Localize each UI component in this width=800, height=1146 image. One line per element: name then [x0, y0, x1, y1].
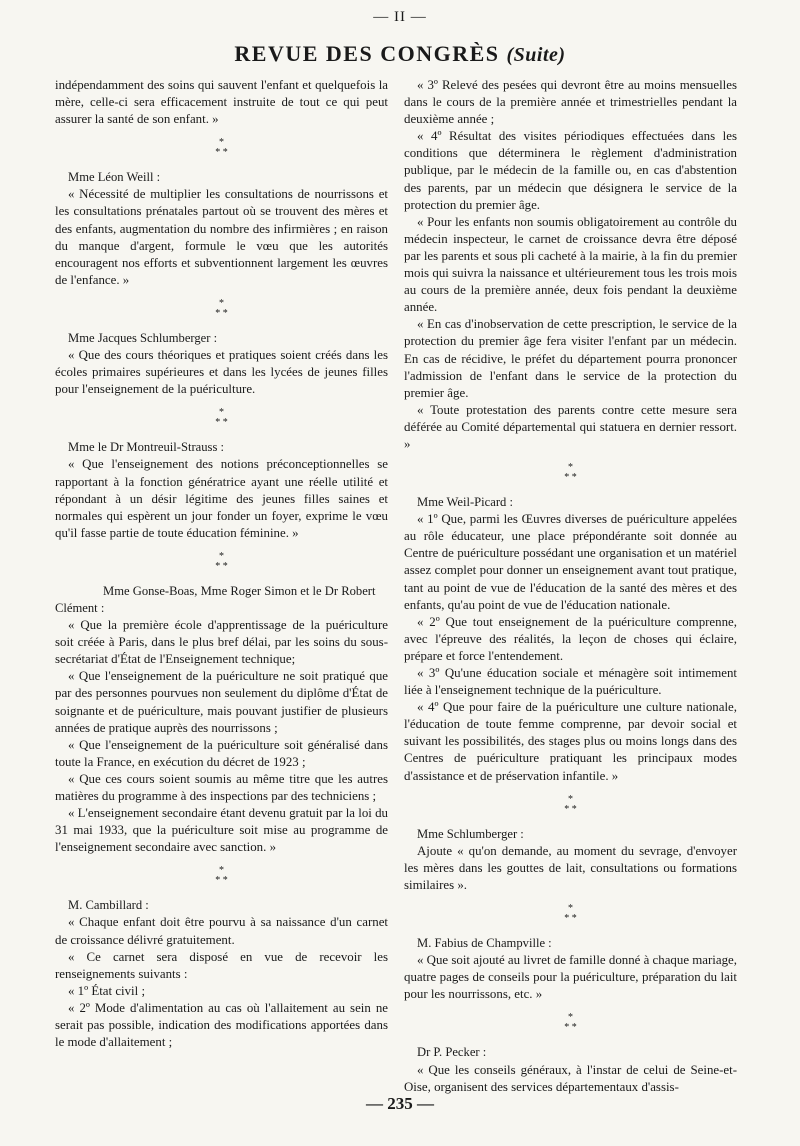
speaker-heading: Mme Léon Weill :	[68, 170, 161, 185]
bottom-page-number: — 235 —	[366, 1094, 434, 1113]
section-divider-stars: * * *	[564, 903, 577, 925]
paragraph: « L'enseignement secondaire étant devenu gratuit par la loi du 31 mai 1933, que la puériculture soit mise au programme de l'enseignement secondaire avec sanction. »	[55, 806, 388, 855]
paragraph: « Que des cours théoriques et pratiques soient créés dans les écoles primaires supérieures et dans les lycées de jeunes filles pour l'enseignement de la puériculture.	[55, 348, 388, 397]
paragraph: « 2º Mode d'alimentation au cas où l'allaitement au sein ne serait pas possible, indication des modifications apportées dans le mode d'allaitement ;	[55, 1000, 388, 1050]
title-suffix: (Suite)	[506, 44, 566, 66]
paragraph: « Que ces cours soient soumis au même titre que les autres matières du programme à des inspections par des techniciens ;	[55, 771, 388, 803]
paragraph: « Que l'enseignement de la puériculture ne soit pratiqué que par des personnes pourvues non seulement du diplôme d'État de soignante et de puériculture, mais pouvant justifier de plusieurs années de pratique auprès des nourrissons ;	[55, 669, 388, 735]
paragraph: « 3º Relevé des pesées qui devront être au moins mensuelles dans le cours de la première année et trimestrielles pendant la deuxième année ;	[404, 78, 737, 127]
section-divider-stars: * * *	[215, 865, 228, 887]
right-column	[404, 77, 737, 1096]
paragraph: « 4º Que pour faire de la puériculture une culture nationale, l'éducation de toute femme comprenne, par devoir social et suivant les possibilités, des stages plus ou moins longs dans des Centres de puériculture pratiquant les principaux modes d'assistance et de préservation infantile. »	[404, 700, 737, 783]
speaker-heading: Mme Jacques Schlumberger :	[68, 330, 218, 345]
paragraph: « 1º État civil ;	[68, 983, 146, 998]
speaker-heading: Dr P. Pecker :	[417, 1045, 487, 1060]
paragraph: « 4º Résultat des visites périodiques effectuées dans les conditions que déterminera le règlement d'administration publique, par le médecin de la famille ou, en cas d'abstention des parents, par un médecin que désignera le service de la protection du premier âge.	[404, 129, 737, 212]
paragraph: « 2º Que tout enseignement de la puériculture comprenne, avec l'épreuve des réalités, la leçon de choses qui éclaire, prépare et force l'entendement.	[404, 614, 737, 663]
paragraph: « Que la première école d'apprentissage de la puériculture soit créée à Paris, dans le plus bref délai, par les soins du sous-secrétariat d'État de l'Enseignement technique;	[55, 618, 388, 667]
paragraph: « Que l'enseignement des notions préconceptionnelles se rapportant à la fonction génératrice ayant une réelle utilité et répondant à un désir légitime des jeunes filles saines et normales qui espèrent un jour fonder un foyer, exprime le vœu qu'il fasse partie de toute éducation féminine. »	[55, 457, 388, 540]
section-divider-stars: * * *	[215, 137, 228, 159]
paragraph: « Nécessité de multiplier les consultations de nourrissons et les consultations prénatales partout où se trouvent des mères et des enfants, augmentation du nombre des infirmières ; en raison du manque d'argent, formule le vœu que les autorités encouragent nos efforts et subventionnent largement les œuvres de l'enfance. »	[55, 187, 388, 287]
paragraph: Ajoute « qu'on demande, au moment du sevrage, d'envoyer les mères dans les gouttes de lait, consultations ou formations similaires ».	[404, 843, 737, 892]
paragraph: « Chaque enfant doit être pourvu à sa naissance d'un carnet de croissance délivré gratuitement.	[55, 915, 388, 947]
top-page-number: — II —	[373, 9, 427, 25]
section-divider-stars: * * *	[215, 550, 228, 572]
speaker-heading: M. Cambillard :	[68, 898, 149, 913]
paragraph: « Que les conseils généraux, à l'instar de celui de Seine-et-Oise, organisent des services départementaux d'assis-	[404, 1062, 737, 1094]
page-title	[0, 43, 800, 65]
section-divider-stars: * * *	[215, 407, 228, 429]
title-text: REVUE DES CONGRÈS	[234, 41, 500, 66]
speaker-heading: Mme Gonse-Boas, Mme Roger Simon et le Dr Robert Clément :	[55, 583, 376, 615]
section-divider-stars: * * *	[564, 462, 577, 484]
speaker-heading: Mme Schlumberger :	[417, 826, 524, 841]
paragraph: indépendamment des soins qui sauvent l'enfant et quelquefois la mère, celle-ci sera efficacement instruite de tout ce qui peut assurer la santé de son enfant. »	[55, 78, 388, 127]
paragraph: « En cas d'inobservation de cette prescription, le service de la protection du premier âge fera visiter l'enfant par un médecin. En cas de récidive, le préfet du département pourra prononcer l'admission de l'enfant dans le service de la protection du premier âge.	[404, 317, 737, 400]
paragraph: « Que l'enseignement de la puériculture soit généralisé dans toute la France, en exécution du décret de 1923 ;	[55, 737, 388, 769]
left-column	[55, 77, 388, 1051]
section-divider-stars: * * *	[215, 297, 228, 319]
speaker-heading: M. Fabius de Champville :	[417, 936, 552, 951]
paragraph: « 3º Qu'une éducation sociale et ménagère soit intimement liée à l'enseignement technique de la puériculture.	[404, 666, 737, 698]
speaker-heading: Mme le Dr Montreuil-Strauss :	[68, 440, 225, 455]
paragraph: « 1º Que, parmi les Œuvres diverses de puériculture appelées au rôle éducateur, une place prépondérante soit donnée au Centre de puériculture possédant une organisation et un matériel assez complet pour donner un enseignement avant tout pratique, tant au point de vue de l'éducation de la santé des mères et des enfants, qu'au point de vue de l'éducation nationale.	[404, 512, 737, 612]
paragraph: « Que soit ajouté au livret de famille donné à chaque mariage, quatre pages de conseils pour la puériculture, préparation du lait pour les nourrissons, etc. »	[404, 953, 737, 1002]
section-divider-stars: * * *	[564, 1012, 577, 1034]
speaker-heading: Mme Weil-Picard :	[417, 495, 513, 510]
paragraph: « Pour les enfants non soumis obligatoirement au contrôle du médecin inspecteur, le carnet de croissance devra être déposé par les parents et sous pli cacheté à la mairie, à la fin du premier mois qui suivra la naissance et ultérieurement tous les trois mois au cours de la première année, deux fois pendant la deuxième année.	[404, 214, 737, 315]
paragraph: « Toute protestation des parents contre cette mesure sera déférée au Comité départemental qui statuera en dernier ressort. »	[404, 402, 737, 451]
section-divider-stars: * * *	[564, 793, 577, 815]
paragraph: « Ce carnet sera disposé en vue de recevoir les renseignements suivants :	[55, 949, 388, 981]
